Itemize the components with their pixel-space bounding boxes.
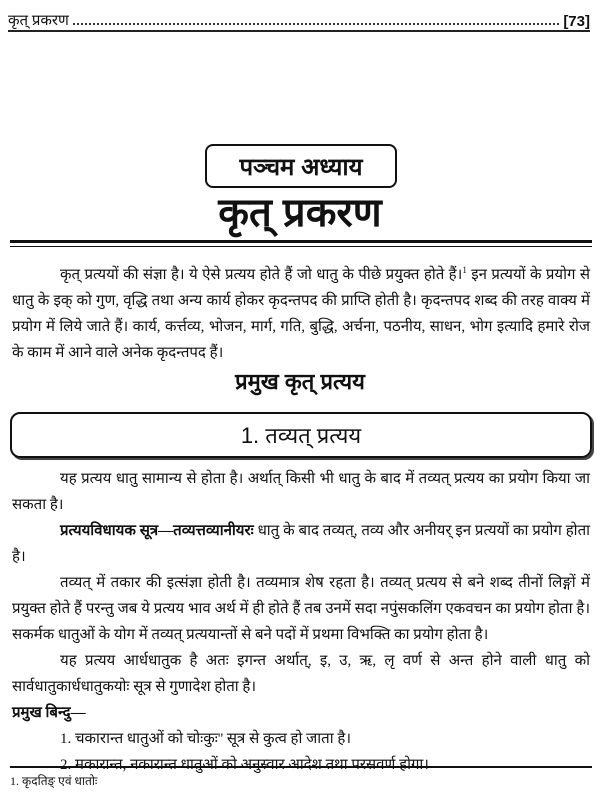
title-double-rule (10, 240, 592, 247)
paragraph: यह प्रत्यय धातु सामान्य से होता है। अर्थात् किसी भी धातु के बाद में तव्यत् प्रत्यय का प्रयोग किया जा सकता है। (12, 471, 590, 513)
paragraph: यह प्रत्यय आर्धधातुक है अतः इगन्त अर्थात्, इ, उ, ऋ, लृ वर्ण से अन्त होने वाली धातु को सार्वधातुकार्धधातुकयोः सूत्र से गुणादेश होता है। (12, 653, 590, 695)
list-item: 1. चकारान्त धातुओं को चोःकुः'' सूत्र से कुत्व हो जाता है। (60, 731, 352, 747)
key-points-heading-text: प्रमुख बिन्दु— (12, 705, 86, 721)
leader-dots (73, 23, 559, 25)
body-text (12, 466, 590, 778)
list-item: 2. मकारान्त, नकारान्त धातुओं को अनुस्वार आदेश तथा परसवर्ण होगा। (60, 757, 429, 773)
footnote: 1. कृदतिङ् एवं धातोः (10, 774, 98, 788)
chapter-label: पञ्चम अध्याय (239, 153, 363, 181)
sutra-label: प्रत्ययविधायक सूत्र—तव्यत्तव्यानीयरः (60, 523, 254, 539)
paragraph-text: धातु के बाद तव्यत्, तव्य और अनीयर् इन प्रत्ययों का प्रयोग होता है। (12, 523, 591, 565)
subsection-box (10, 412, 592, 458)
section-heading: प्रमुख कृत् प्रत्यय (235, 369, 365, 394)
key-points-heading (12, 700, 590, 726)
subsection-title: 1. तव्यत् प्रत्यय (240, 423, 362, 448)
paragraph (12, 518, 590, 570)
intro-text-cont: इन प्रत्ययों के प्रयोग से धातु के इक् को गुण, वृद्धि तथा अन्य कार्य होकर कृदन्तपद की प्राप्ति होती है। कृदन्तपद शब्द की तरह वाक्य में प्रयोग में लिये जाते हैं। कार्य, कर्त्तव्य, भोजन, मार्ग, गति, बुद्धि, अर्चना, पठनीय, साधन, भोग इत्यादि हमारे रोज के काम में आने वाले अनेक कृदन्तपद हैं। (12, 267, 590, 361)
paragraph: तव्यत् में तकार की इत्संज्ञा होती है। तव्यमात्र शेष रहता है। तव्यत् प्रत्यय से बने शब्द तीनों लिङ्गों में प्रयुक्त होते हैं परन्तु जब ये प्रत्यय भाव अर्थ में ही होते हैं तब उनमें सदा नपुंसकलिंग एकवचन का प्रयोग होता है। सकर्मक धातुओं के योग में तव्यत् प्रत्ययान्तों से बने पदों में प्रथमा विभक्ति का प्रयोग होता है। (12, 575, 590, 643)
footnote-ref: 1 (462, 265, 467, 275)
running-header (8, 6, 590, 32)
intro-text: कृत् प्रत्ययों की संज्ञा है। ये ऐसे प्रत्यय होते हैं जो धातु के पीछे प्रयुक्त होते हैं। (60, 267, 463, 283)
chapter-label-box (205, 144, 397, 188)
page-number: [73] (563, 13, 590, 30)
footnote-rule (10, 766, 592, 768)
intro-paragraph (12, 257, 590, 366)
chapter-title: कृत् प्रकरण (218, 191, 382, 235)
running-title: कृत् प्रकरण (8, 13, 69, 29)
